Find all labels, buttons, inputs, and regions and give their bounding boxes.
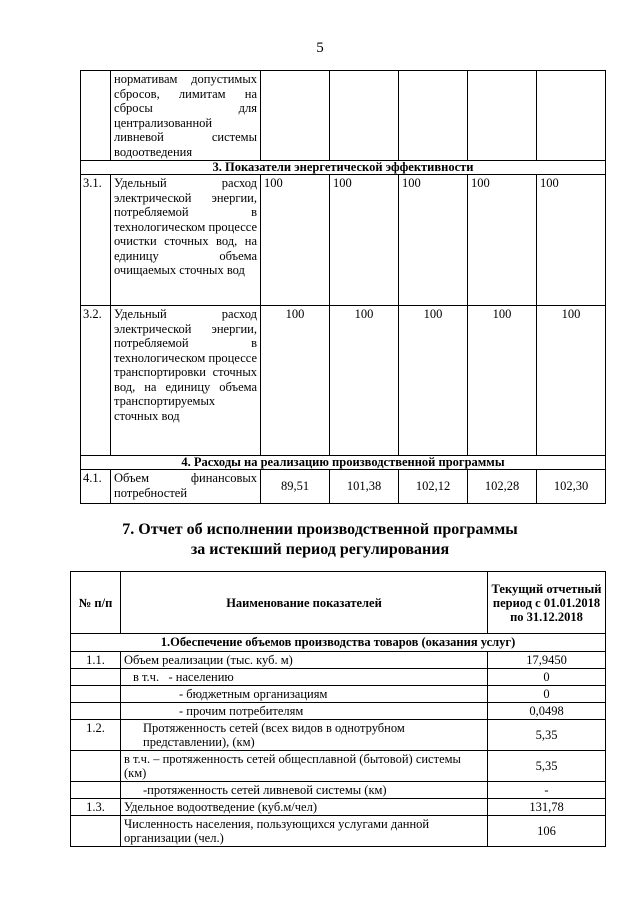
- value-cell: 5,35: [488, 720, 606, 751]
- value-cell: 17,9450: [488, 652, 606, 669]
- row-number: [71, 703, 121, 720]
- table-row: [81, 306, 606, 456]
- value-cell: 100: [537, 175, 606, 306]
- row-number: 1.2.: [71, 720, 121, 751]
- row-number: [71, 686, 121, 703]
- indicators-table: [80, 70, 606, 504]
- table-row: [71, 816, 606, 847]
- table-row: [81, 71, 606, 161]
- row-number: 3.1.: [81, 175, 111, 306]
- header-row: [71, 572, 606, 634]
- table-row: [71, 751, 606, 782]
- section-title: 3. Показатели энергетической эффективности: [81, 161, 606, 175]
- row-number: 1.3.: [71, 799, 121, 816]
- indicator-name-cell: -протяженность сетей ливневой системы (км): [121, 782, 488, 799]
- row-number: [71, 669, 121, 686]
- num-cell: [81, 71, 111, 161]
- value-cell: 100: [537, 306, 606, 456]
- value-cell: 102,30: [537, 470, 606, 504]
- indicator-name-cell: - прочим потребителям: [121, 703, 488, 720]
- indicator-name-cell: в т.ч. - населению: [121, 669, 488, 686]
- header-num: № п/п: [71, 572, 121, 634]
- table-row: [71, 686, 606, 703]
- value-cell: 100: [399, 175, 468, 306]
- value-cell: 0: [488, 686, 606, 703]
- header-name: Наименование показателей: [121, 572, 488, 634]
- table-row: [81, 175, 606, 306]
- row-number: 4.1.: [81, 470, 111, 504]
- value-cell: 100: [399, 306, 468, 456]
- page-number: 5: [316, 40, 324, 56]
- report-table: [70, 571, 606, 847]
- indicator-name-cell: Удельное водоотведение (куб.м/чел): [121, 799, 488, 816]
- value-cell: 102,12: [399, 470, 468, 504]
- value-cell: 100: [468, 306, 537, 456]
- table-row: [71, 669, 606, 686]
- report-title-line: 7. Отчет об исполнении производственной программы: [122, 521, 518, 538]
- section-title: 1.Обеспечение объемов производства товаров (оказания услуг): [71, 634, 606, 652]
- table-row: [71, 703, 606, 720]
- indicator-name-cell: нормативам допустимых сбросов, лимитам на сбросы для централизованной ливневой системы водоотведения: [111, 71, 261, 161]
- value-cell: 101,38: [330, 470, 399, 504]
- indicator-name-cell: Протяженность сетей (всех видов в однотрубном представлении), (км): [121, 720, 488, 751]
- indicator-name-cell: Удельный расход электрической энергии, потребляемой в технологическом процессе транспортировки сточных вод, на единицу объема транспортируемых сточных вод: [111, 306, 261, 456]
- value-cell: 100: [468, 175, 537, 306]
- indicator-name-cell: - бюджетным организациям: [121, 686, 488, 703]
- indicator-name-cell: в т.ч. – протяженность сетей общесплавной (бытовой) системы (км): [121, 751, 488, 782]
- value-cell: 100: [330, 175, 399, 306]
- value-cell: 5,35: [488, 751, 606, 782]
- indicator-name-cell: Численность населения, пользующихся услугами данной организации (чел.): [121, 816, 488, 847]
- row-number: 3.2.: [81, 306, 111, 456]
- value-cell: 100: [261, 306, 330, 456]
- value-cell: 131,78: [488, 799, 606, 816]
- report-title-line: за истекший период регулирования: [190, 541, 450, 558]
- table-row: [81, 470, 606, 504]
- table-row: [71, 782, 606, 799]
- section-title: 4. Расходы на реализацию производственной программы: [81, 456, 606, 470]
- table-row: [71, 652, 606, 669]
- section-row: [71, 634, 606, 652]
- row-number: [71, 751, 121, 782]
- value-cell: 89,51: [261, 470, 330, 504]
- report-title: [0, 520, 640, 560]
- value-cell: -: [488, 782, 606, 799]
- row-number: [71, 782, 121, 799]
- section-row: [81, 456, 606, 470]
- value-cell: 106: [488, 816, 606, 847]
- row-number: [71, 816, 121, 847]
- indicator-name-cell: Объем финансовых потребностей: [111, 470, 261, 504]
- indicator-name-cell: Удельный расход электрической энергии, потребляемой в технологическом процессе очистки сточных вод, на единицу объема очищаемых сточных вод: [111, 175, 261, 306]
- value-cell: 0: [488, 669, 606, 686]
- value-cell: 0,0498: [488, 703, 606, 720]
- table-row: [71, 799, 606, 816]
- value-cell: 102,28: [468, 470, 537, 504]
- section-row: [81, 161, 606, 175]
- table-row: [71, 720, 606, 751]
- value-cell: 100: [330, 306, 399, 456]
- header-period: Текущий отчетный период с 01.01.2018 по 31.12.2018: [488, 572, 606, 634]
- row-number: 1.1.: [71, 652, 121, 669]
- indicator-name-cell: Объем реализации (тыс. куб. м): [121, 652, 488, 669]
- value-cell: 100: [261, 175, 330, 306]
